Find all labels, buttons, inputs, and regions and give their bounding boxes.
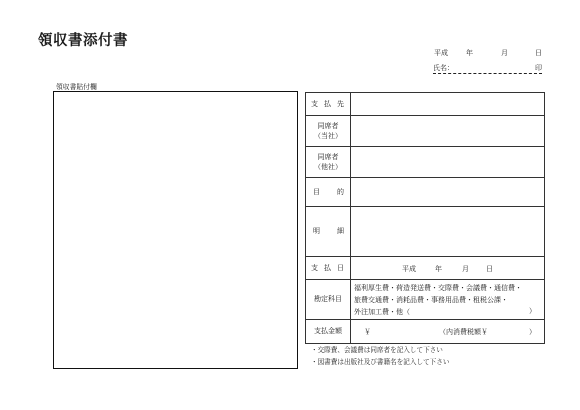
account-label (306, 280, 351, 320)
account-options-field[interactable] (351, 280, 545, 320)
receipt-area-label: 領収書貼付欄 (56, 83, 97, 91)
note-books: ・図書費は出版社及び書籍名を記入して下さい (311, 358, 450, 366)
details-label-a: 明 (313, 227, 320, 236)
payment-date-day-unit: 日 (486, 265, 493, 273)
amount-field[interactable] (351, 320, 545, 344)
header-year-unit: 年 (466, 49, 473, 57)
expense-form-table (305, 92, 545, 344)
tax-amount-suffix: ） (529, 328, 536, 336)
note-entertainment: ・交際費、会議費は同席者を記入して下さい (311, 346, 443, 354)
name-label: 氏名： (433, 64, 454, 72)
header-month-unit: 月 (501, 49, 508, 57)
row-attendee-own (306, 116, 545, 147)
payee-label-text: 支 払 先 (311, 99, 344, 108)
purpose-label-a: 目 (313, 187, 320, 196)
document-title: 領収書添付書 (38, 33, 128, 49)
details-label (306, 207, 351, 257)
attendee-own-label-line1: 同席者 (317, 121, 339, 130)
attendee-own-label-line2: （当社） (314, 132, 342, 140)
attendee-other-label-line1: 同席者 (317, 152, 339, 161)
attendee-own-field[interactable] (351, 116, 545, 147)
account-other-suffix: ） (529, 307, 536, 315)
payment-date-label-text: 支 払 日 (311, 263, 344, 272)
row-payee (306, 93, 545, 116)
attendee-other-label-line2: （他社） (314, 163, 342, 171)
details-label-b: 細 (337, 227, 344, 236)
header-era: 平成 (434, 49, 448, 57)
seal-mark: 印 (535, 64, 542, 72)
payment-date-year-unit: 年 (435, 265, 442, 273)
payment-date-label (306, 257, 351, 280)
amount-label-text: 支払金額 (314, 327, 342, 336)
payment-date-month-unit: 月 (462, 265, 469, 273)
name-signature-line[interactable] (433, 63, 542, 74)
row-details (306, 207, 545, 257)
row-amount (306, 320, 545, 344)
attendee-other-label (306, 147, 351, 178)
tax-amount-prefix: （内消費税額￥ (439, 328, 488, 336)
details-field[interactable] (351, 207, 545, 257)
purpose-label-b: 的 (337, 187, 344, 196)
account-other-prefix: 外注加工費・他（ (354, 307, 410, 316)
purpose-label (306, 178, 351, 207)
row-attendee-other (306, 147, 545, 178)
amount-currency: ￥ (364, 328, 371, 336)
row-account (306, 280, 545, 320)
account-label-text: 勘定科目 (314, 295, 342, 304)
amount-label (306, 320, 351, 344)
row-purpose (306, 178, 545, 207)
header-day-unit: 日 (535, 49, 542, 57)
payee-label (306, 93, 351, 116)
payment-date-field[interactable] (351, 257, 545, 280)
purpose-field[interactable] (351, 178, 545, 207)
payee-field[interactable] (351, 93, 545, 116)
row-payment-date (306, 257, 545, 280)
attendee-own-label (306, 116, 351, 147)
receipt-attachment-area[interactable] (53, 91, 298, 369)
attendee-other-field[interactable] (351, 147, 545, 178)
account-options-line3 (354, 306, 544, 318)
account-options-line2: 旅費交通費・消耗品費・事務用品費・租税公課・ (354, 295, 508, 304)
account-options-line1: 福利厚生費・荷造発送費・交際費・会議費・通信費・ (354, 283, 522, 292)
payment-date-era: 平成 (402, 265, 416, 273)
